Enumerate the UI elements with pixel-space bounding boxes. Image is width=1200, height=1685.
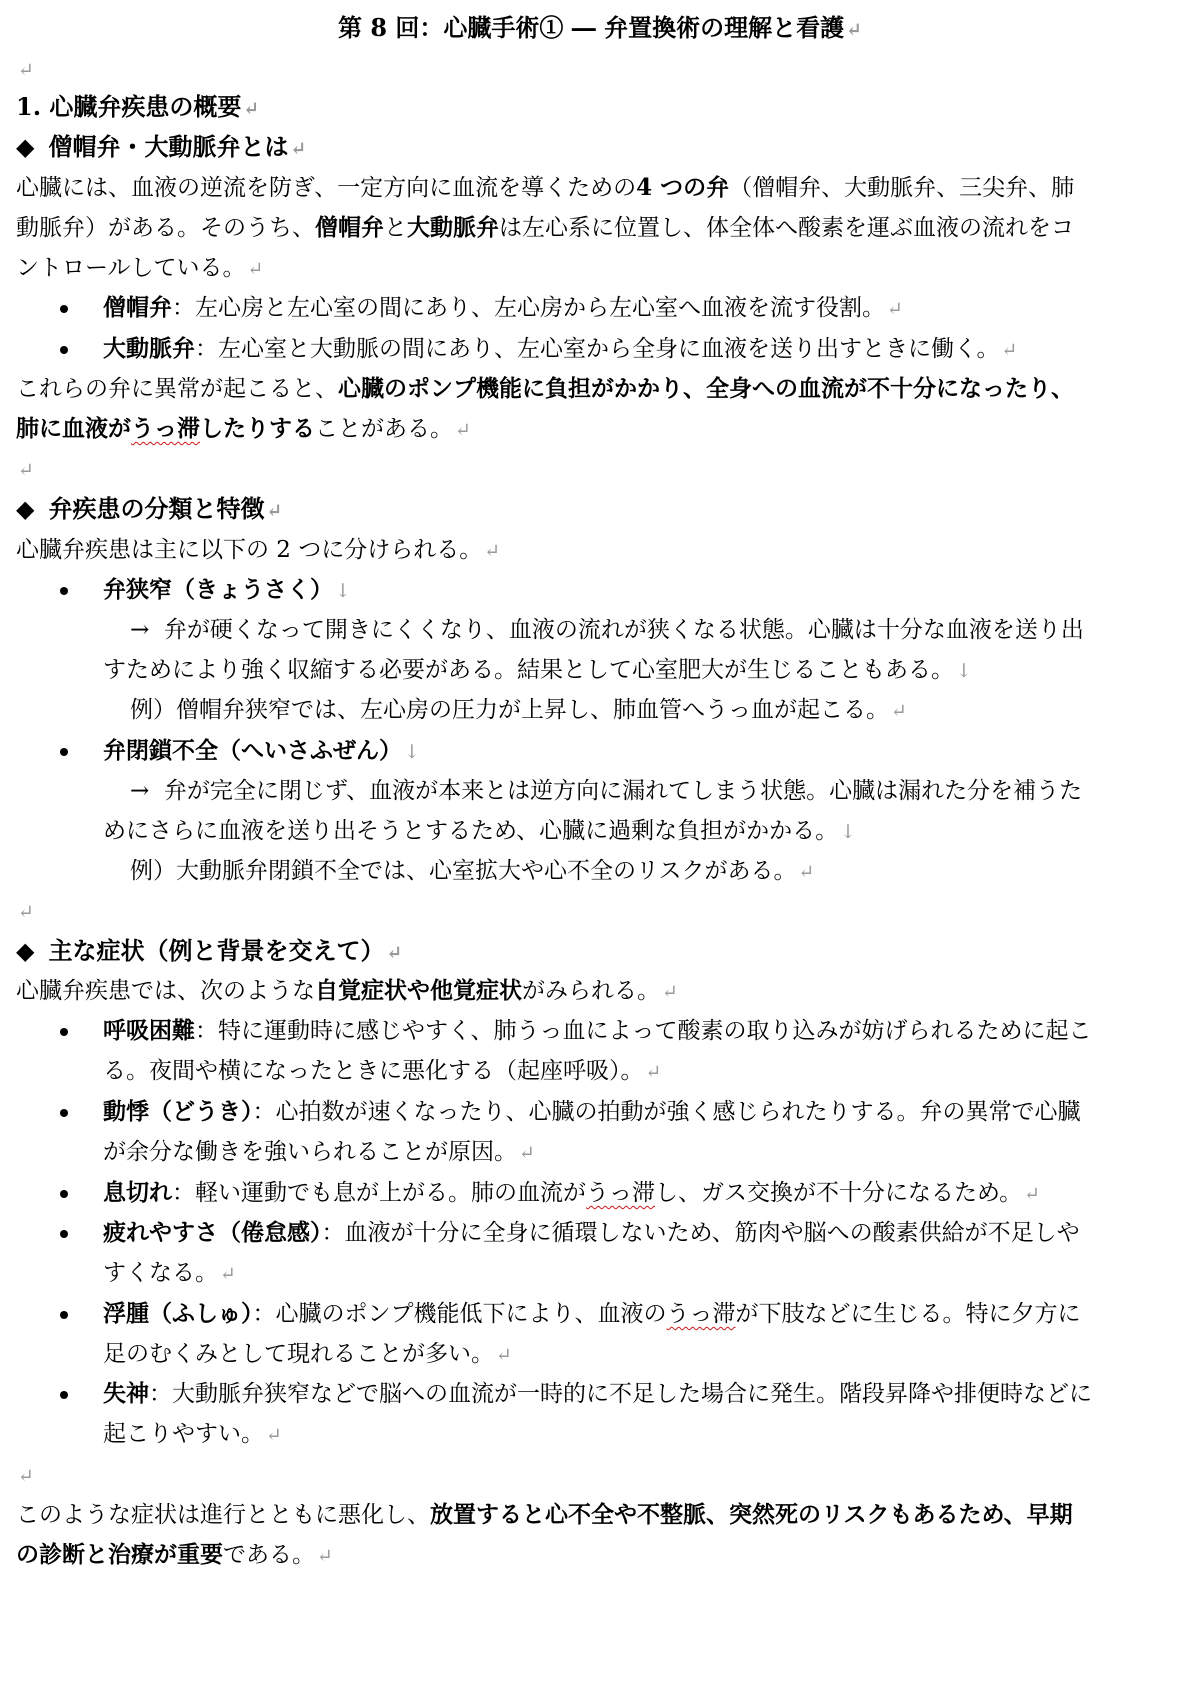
text-run: 大動脈弁	[407, 214, 499, 241]
paragraph-mark: ↵	[386, 942, 403, 964]
text-run: 自覚症状や他覚症状	[315, 977, 522, 1004]
paragraph-mark: ↵	[18, 1465, 34, 1487]
list-item-line	[103, 655, 1184, 686]
bullet-icon	[60, 346, 68, 354]
text-run: し、ガス交換が不十分になるため。	[655, 1180, 1023, 1206]
text-run: このような症状は進行とともに悪化し、	[16, 1502, 430, 1528]
bullet-icon	[60, 1028, 68, 1036]
text-run: ：軽い運動でも息が上がる。肺の血流が	[172, 1180, 586, 1206]
text-run: と	[384, 215, 407, 241]
paragraph-mark: ↵	[798, 861, 815, 883]
line-break-mark: ↓	[956, 660, 972, 682]
text-run: 心臓には、血液の逆流を防ぎ、一定方向に血流を導くための	[16, 175, 637, 201]
paragraph-mark: ↵	[496, 1344, 512, 1366]
bullet-icon	[60, 1230, 68, 1238]
text-run: ：左心房と左心室の間にあり、左心房から左心室へ血液を流す役割。	[172, 295, 885, 321]
subheading-text: 主な症状（例と背景を交えて）	[48, 936, 385, 965]
text-run: 疲れやすさ（倦怠感）	[103, 1219, 322, 1246]
list-item-line	[103, 1339, 1184, 1370]
bullet-icon	[60, 1391, 68, 1399]
paragraph-line	[16, 213, 1184, 243]
subheading-text: 弁疾患の分類と特徴	[48, 494, 265, 523]
text-run: 弁閉鎖不全（へいさふぜん）	[103, 737, 402, 764]
spellcheck-underline: うっ滞	[586, 1180, 655, 1206]
paragraph-line	[16, 374, 1184, 404]
bullet-icon	[60, 305, 68, 313]
paragraph-mark: ↵	[266, 1424, 282, 1446]
text-run: 例）大動脈弁閉鎖不全では、心室拡大や心不全のリスクがある。	[130, 858, 797, 884]
text-run: 大動脈弁	[103, 335, 195, 362]
text-run: は左心系に位置し、体全体へ酸素を運ぶ血液の流れをコ	[499, 215, 1074, 241]
text-run: 4 つの弁	[636, 174, 730, 201]
text-run: 失神	[103, 1380, 149, 1407]
list-item-line	[130, 776, 1184, 806]
paragraph-line	[16, 173, 1184, 203]
text-run: 僧帽弁	[103, 294, 172, 321]
paragraph-mark: ↵	[891, 700, 907, 722]
text-run: ：心臓のポンプ機能低下により、血液の	[252, 1301, 667, 1327]
text-run: がみられる。	[522, 978, 660, 1004]
subheading-classification	[16, 494, 1184, 526]
text-run: 心臓のポンプ機能に負担がかかり、全身への血流が不十分になったり、	[338, 375, 1074, 402]
empty-paragraph	[16, 54, 1184, 85]
bullet-icon	[60, 1190, 68, 1198]
list-item-line	[130, 615, 1184, 645]
text-run: 息切れ	[103, 1179, 172, 1206]
paragraph-mark: ↵	[1024, 1183, 1041, 1205]
list-item	[103, 575, 1184, 606]
text-run: が余分な働きを強いられることが原因。	[103, 1139, 517, 1165]
list-item-line	[103, 816, 1184, 847]
empty-paragraph	[16, 454, 1184, 485]
line-break-mark: ↓	[404, 741, 420, 763]
text-run: ：特に運動時に感じやすく、肺うっ血によって酸素の取り込みが妨げられるために起こ	[195, 1018, 1092, 1044]
list-item	[103, 1379, 1184, 1409]
paragraph-mark: ↵	[887, 298, 903, 320]
text-run: 弁狭窄（きょうさく）	[103, 576, 333, 603]
text-run: →	[130, 617, 150, 643]
text-run: 動脈弁）がある。そのうち、	[16, 215, 315, 241]
line-break-mark: ↓	[840, 821, 857, 843]
empty-paragraph	[16, 1460, 1184, 1491]
text-run: →	[130, 778, 150, 804]
text-run: 呼吸困難	[103, 1017, 195, 1044]
list-item-line	[103, 1258, 1184, 1289]
text-run: である。	[223, 1542, 315, 1568]
paragraph-mark: ↵	[317, 1545, 333, 1567]
list-item	[103, 1016, 1184, 1046]
list-item	[103, 1299, 1184, 1329]
list-item	[103, 1097, 1184, 1127]
bullet-icon	[60, 587, 68, 595]
text-run: ：大動脈弁狭窄などで脳への血流が一時的に不足した場合に発生。階段昇降や排便時などに	[149, 1381, 1092, 1407]
paragraph-mark: ↵	[243, 98, 260, 120]
paragraph-line	[16, 976, 1184, 1007]
paragraph-mark: ↵	[662, 981, 678, 1003]
subheading-valves	[16, 132, 1184, 164]
section-heading	[16, 92, 1184, 124]
text-run: すくなる。	[103, 1260, 218, 1286]
text-run: 弁が完全に閉じず、血液が本来とは逆方向に漏れてしまう状態。心臓は漏れた分を補うた	[163, 778, 1083, 804]
diamond-bullet-icon: ◆	[16, 132, 35, 161]
section-heading-text: 1. 心臓弁疾患の概要	[16, 92, 242, 121]
text-run: ：心拍数が速くなったり、心臓の拍動が強く感じられたりする。弁の異常で心臓	[252, 1099, 1081, 1125]
diamond-bullet-icon: ◆	[16, 494, 35, 523]
spellcheck-underline: うっ滞	[666, 1301, 736, 1327]
text-run: ：左心室と大動脈の間にあり、左心室から全身に血液を送り出すときに働く。	[195, 336, 1000, 362]
document-title	[0, 13, 1200, 45]
paragraph-mark: ↵	[455, 419, 471, 441]
text-run: ことがある。	[315, 416, 453, 442]
paragraph-mark: ↵	[18, 59, 34, 81]
text-run: が下肢などに生じる。特に夕方に	[735, 1301, 1081, 1327]
paragraph-mark: ↵	[1001, 339, 1018, 361]
paragraph-mark: ↵	[266, 500, 283, 522]
list-item-line	[103, 1056, 1184, 1087]
title-text: 第 8 回：心臓手術① ― 弁置換術の理解と看護	[337, 13, 845, 42]
text-run: めにさらに血液を送り出そうとするため、心臓に過剰な負担がかかる。	[103, 818, 839, 844]
text-run: ントロールしている。	[16, 255, 246, 281]
text-run: 放置すると心不全や不整脈、突然死のリスクもあるため、早期	[430, 1501, 1073, 1528]
paragraph-line	[16, 414, 1184, 445]
list-item	[103, 1178, 1184, 1209]
text-run: 心臓弁疾患は主に以下の 2 つに分けられる。	[16, 537, 483, 563]
text-run: 僧帽弁	[315, 214, 384, 241]
list-item	[103, 293, 1184, 324]
example-line	[130, 856, 1184, 887]
bullet-icon	[60, 1109, 68, 1117]
paragraph-mark: ↵	[519, 1142, 535, 1164]
bullet-icon	[60, 748, 68, 756]
empty-paragraph	[16, 896, 1184, 927]
paragraph-line	[16, 253, 1184, 284]
line-break-mark: ↓	[335, 580, 351, 602]
paragraph-mark: ↵	[484, 540, 501, 562]
text-run: 例）僧帽弁狭窄では、左心房の圧力が上昇し、肺血管へうっ血が起こる。	[130, 697, 889, 723]
paragraph-mark: ↵	[18, 901, 34, 923]
paragraph-mark: ↵	[247, 258, 264, 280]
list-item	[103, 1218, 1184, 1248]
text-run: したりする	[200, 415, 315, 442]
list-item-line	[103, 1137, 1184, 1168]
paragraph-mark: ↵	[18, 459, 34, 481]
bullet-icon	[60, 1311, 68, 1319]
text-run: すためにより強く収縮する必要がある。結果として心室肥大が生じることもある。	[103, 657, 954, 683]
text-run: 心臓弁疾患では、次のような	[16, 978, 315, 1004]
paragraph-mark: ↵	[220, 1263, 236, 1285]
diamond-bullet-icon: ◆	[16, 936, 35, 965]
text-run: る。夜間や横になったときに悪化する（起座呼吸）。	[103, 1058, 644, 1084]
text-run: 起こりやすい。	[103, 1421, 264, 1447]
paragraph-mark: ↵	[290, 138, 307, 160]
text-run: これらの弁に異常が起こると、	[16, 376, 338, 402]
example-line	[130, 695, 1184, 726]
text-run: 足のむくみとして現れることが多い。	[103, 1341, 494, 1367]
text-run: （僧帽弁、大動脈弁、三尖弁、肺	[729, 175, 1075, 201]
text-run: の診断と治療が重要	[16, 1541, 223, 1568]
text-run: ：血液が十分に全身に循環しないため、筋肉や脳への酸素供給が不足しや	[321, 1220, 1080, 1246]
subheading-text: 僧帽弁・大動脈弁とは	[48, 132, 289, 161]
text-run: 浮腫（ふしゅ）	[103, 1300, 253, 1327]
subheading-symptoms	[16, 936, 1184, 968]
paragraph-line	[16, 535, 1184, 566]
paragraph-line	[16, 1500, 1184, 1530]
text-run: 動悸（どうき）	[103, 1098, 253, 1125]
text-run: 肺に血液が	[16, 415, 131, 442]
paragraph-mark: ↵	[645, 1061, 662, 1083]
list-item	[103, 736, 1184, 767]
paragraph-mark: ↵	[846, 19, 863, 41]
text-run: 弁が硬くなって開きにくくなり、血液の流れが狭くなる状態。心臓は十分な血液を送り出	[163, 617, 1084, 643]
spellcheck-underline: うっ滞	[131, 415, 200, 442]
list-item-line	[103, 1419, 1184, 1450]
paragraph-line	[16, 1540, 1184, 1571]
list-item	[103, 334, 1184, 365]
